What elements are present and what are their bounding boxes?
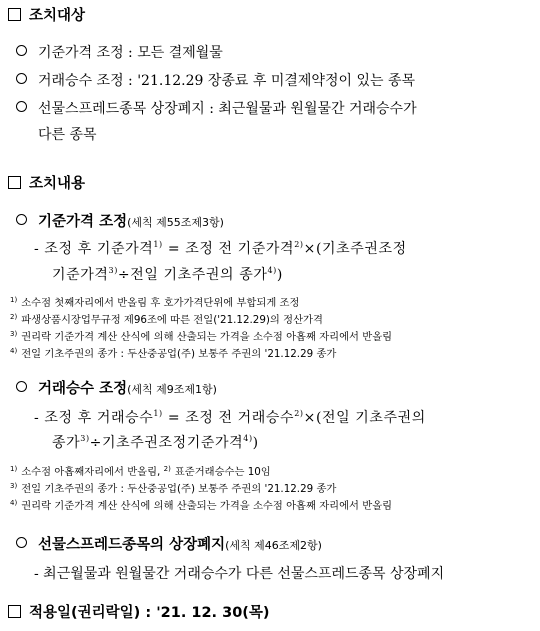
circle-bullet-icon — [16, 537, 27, 548]
formula-base-price-line2: 기준가격$^{3)}$÷전일 기초주권의 종가$^{4)}$) — [52, 266, 283, 283]
circle-bullet-icon — [16, 214, 27, 225]
formula-multiplier-line2: 종가$^{3)}$÷기초주권조정기준가격$^{4)}$) — [52, 434, 259, 451]
target-item-delisting-cont: 다른 종목 — [38, 127, 97, 143]
formula-multiplier-line1: - 조정 후 거래승수$^{1)}$ = 조정 전 거래승수$^{2)}$×(전일 기초주권의 — [34, 409, 426, 426]
subheading-spread-delisting: 선물스프레드종목의 상장폐지(세칙 제46조제2항) — [16, 533, 322, 554]
footnote: $^{1)}$ 소수점 아홉째자리에서 반올림, $^{2)}$ 표준거래승수는 10임 — [10, 465, 271, 478]
footnote: $^{3)}$ 권리락 기준가격 계산 산식에 의해 산출되는 가격을 소수점 아홉째 자리에서 반올림 — [10, 330, 393, 343]
subheading-multiplier: 거래승수 조정(세칙 제9조제1항) — [16, 377, 217, 398]
section-heading-targets: 조치대상 — [8, 4, 85, 25]
checkbox-square-icon — [8, 8, 21, 21]
circle-bullet-icon — [16, 101, 27, 112]
section-heading-effective-date: 적용일(권리락일) : '21. 12. 30(목) — [8, 601, 270, 622]
formula-base-price-line1: - 조정 후 기준가격$^{1)}$ = 조정 전 기준가격$^{2)}$×(기초주권조정 — [34, 240, 407, 257]
footnote: $^{3)}$ 전일 기초주권의 종가 : 두산중공업(주) 보통주 주권의 '21.12.29 종가 — [10, 482, 337, 495]
checkbox-square-icon — [8, 605, 21, 618]
section-heading-actions: 조치내용 — [8, 172, 85, 193]
target-item-base-price: 기준가격 조정 : 모든 결제월물 — [16, 42, 223, 62]
footnote: $^{4)}$ 전일 기초주권의 종가 : 두산중공업(주) 보통주 주권의 '21.12.29 종가 — [10, 347, 337, 360]
checkbox-square-icon — [8, 176, 21, 189]
footnote: $^{1)}$ 소수점 첫째자리에서 반올림 후 호가가격단위에 부합되게 조정 — [10, 296, 300, 309]
target-item-multiplier: 거래승수 조정 : '21.12.29 장종료 후 미결제약정이 있는 종목 — [16, 70, 415, 90]
spread-delisting-line: - 최근월물과 원월물간 거래승수가 다른 선물스프레드종목 상장폐지 — [34, 566, 445, 582]
footnote: $^{4)}$ 권리락 기준가격 계산 산식에 의해 산출되는 가격을 소수점 아홉째 자리에서 반올림 — [10, 499, 393, 512]
subheading-base-price: 기준가격 조정(세칙 제55조제3항) — [16, 210, 224, 231]
circle-bullet-icon — [16, 381, 27, 392]
footnote: $^{2)}$ 파생상품시장업무규정 제96조에 따른 전일('21.12.29)의 정산가격 — [10, 313, 323, 326]
circle-bullet-icon — [16, 45, 27, 56]
circle-bullet-icon — [16, 73, 27, 84]
target-item-delisting: 선물스프레드종목 상장폐지 : 최근월물과 원월물간 거래승수가 — [16, 98, 417, 118]
